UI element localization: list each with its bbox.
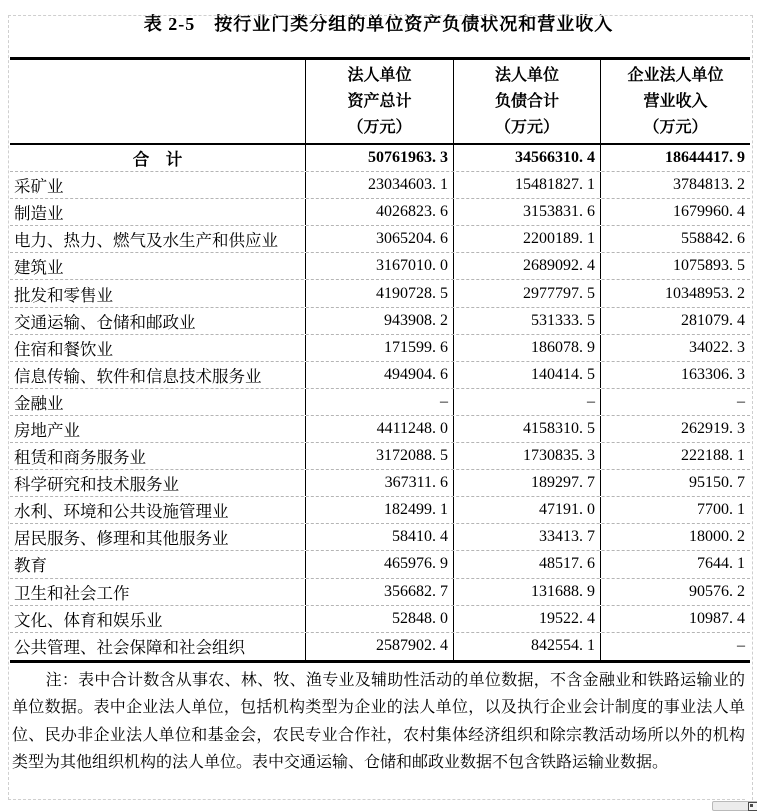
row-label: 金融业 <box>14 393 64 413</box>
row-value: 58410. 4 <box>305 524 453 550</box>
header-liabilities-column <box>453 60 600 143</box>
row-value: 2689092. 4 <box>453 253 600 279</box>
table-row <box>10 335 750 362</box>
header-line: （万元） <box>494 118 559 136</box>
row-label: 信息传输、软件和信息技术服务业 <box>14 366 262 386</box>
header-revenue-column <box>600 60 750 143</box>
row-value: 531333. 5 <box>453 308 600 334</box>
row-value: 494904. 6 <box>305 362 453 388</box>
row-label: 制造业 <box>14 204 64 224</box>
row-value: – <box>600 389 750 415</box>
table-row <box>10 172 750 199</box>
row-label: 卫生和社会工作 <box>14 583 130 603</box>
row-label: 教育 <box>14 556 47 576</box>
table-row-total <box>10 145 750 172</box>
table-row <box>10 416 750 443</box>
page-boundary-line <box>8 799 745 800</box>
resize-handle-icon[interactable] <box>748 802 757 811</box>
row-value: 356682. 7 <box>305 579 453 605</box>
row-value: 367311. 6 <box>305 470 453 496</box>
row-value: 50761963. 3 <box>305 145 453 171</box>
header-line: （万元） <box>643 118 708 136</box>
header-line: （万元） <box>347 118 412 136</box>
row-value: 943908. 2 <box>305 308 453 334</box>
row-value: 1679960. 4 <box>600 199 750 225</box>
header-line: 负债合计 <box>494 92 559 110</box>
table-note: 注：表中合计数含从事农、林、牧、渔专业及辅助性活动的单位数据，不含金融业和铁路运输业的单位数据。表中企业法人单位，包括机构类型为企业的法人单位，以及执行企业会计制度的事业法人单位、民办非企业法人单位和基金会，农民专业合作社，农村集体经济组织和除宗教活动场所以外的机构类型为其他组织机构的法人单位。表中交通运输、仓储和邮政业数据不包含铁路运输业数据。 <box>12 671 745 772</box>
row-value: 2200189. 1 <box>453 226 600 252</box>
row-label: 科学研究和技术服务业 <box>14 475 179 495</box>
row-label: 房地产业 <box>14 420 80 440</box>
row-value: 189297. 7 <box>453 470 600 496</box>
data-table <box>10 57 750 663</box>
row-value: 3153831. 6 <box>453 199 600 225</box>
row-value: 3784813. 2 <box>600 172 750 198</box>
row-value: 34566310. 4 <box>453 145 600 171</box>
row-value: 4158310. 5 <box>453 416 600 442</box>
row-value: 95150. 7 <box>600 470 750 496</box>
table-row <box>10 253 750 280</box>
row-value: 3167010. 0 <box>305 253 453 279</box>
row-label: 建筑业 <box>14 258 64 278</box>
table-row <box>10 633 750 660</box>
row-value: 48517. 6 <box>453 551 600 577</box>
row-value: – <box>453 389 600 415</box>
row-value: 171599. 6 <box>305 335 453 361</box>
row-value: 186078. 9 <box>453 335 600 361</box>
row-value: 2587902. 4 <box>305 633 453 660</box>
table-row <box>10 443 750 470</box>
row-label: 居民服务、修理和其他服务业 <box>14 529 229 549</box>
header-line: 法人单位 <box>494 66 559 84</box>
row-value: 33413. 7 <box>453 524 600 550</box>
table-row <box>10 280 750 307</box>
header-line: 营业收入 <box>643 92 708 110</box>
row-label: 文化、体育和娱乐业 <box>14 610 163 630</box>
table-row <box>10 199 750 226</box>
table-row <box>10 551 750 578</box>
row-label: 电力、热力、燃气及水生产和供应业 <box>14 231 278 251</box>
row-value: 23034603. 1 <box>305 172 453 198</box>
row-value: 465976. 9 <box>305 551 453 577</box>
row-label: 租赁和商务服务业 <box>14 448 146 468</box>
row-label: 住宿和餐饮业 <box>14 339 113 359</box>
row-value: – <box>600 633 750 660</box>
row-value: 2977797. 5 <box>453 280 600 306</box>
document-page <box>0 12 757 810</box>
row-label: 水利、环境和公共设施管理业 <box>14 502 229 522</box>
row-value: 10348953. 2 <box>600 280 750 306</box>
header-line: 资产总计 <box>347 92 412 110</box>
row-value: 131688. 9 <box>453 579 600 605</box>
table-body <box>10 145 750 660</box>
row-value: 18644417. 9 <box>600 145 750 171</box>
table-row <box>10 579 750 606</box>
header-line: 企业法人单位 <box>627 66 724 84</box>
row-value: 47191. 0 <box>453 497 600 523</box>
table-row <box>10 362 750 389</box>
row-value: 90576. 2 <box>600 579 750 605</box>
table-row <box>10 606 750 633</box>
row-label: 公共管理、社会保障和社会组织 <box>14 638 245 658</box>
row-value: 1730835. 3 <box>453 443 600 469</box>
row-value: 4190728. 5 <box>305 280 453 306</box>
row-label: 合 计 <box>132 150 183 170</box>
row-value: 15481827. 1 <box>453 172 600 198</box>
row-value: 52848. 0 <box>305 606 453 632</box>
row-value: 34022. 3 <box>600 335 750 361</box>
table-title: 表 2-5 按行业门类分组的单位资产负债状况和营业收入 <box>143 14 614 34</box>
row-value: 558842. 6 <box>600 226 750 252</box>
header-line: 法人单位 <box>347 66 412 84</box>
row-label: 批发和零售业 <box>14 285 113 305</box>
row-value: 140414. 5 <box>453 362 600 388</box>
row-value: 19522. 4 <box>453 606 600 632</box>
row-value: 262919. 3 <box>600 416 750 442</box>
row-value: 7700. 1 <box>600 497 750 523</box>
row-value: 18000. 2 <box>600 524 750 550</box>
row-value: 182499. 1 <box>305 497 453 523</box>
row-value: 4411248. 0 <box>305 416 453 442</box>
row-value: 1075893. 5 <box>600 253 750 279</box>
row-value: 3172088. 5 <box>305 443 453 469</box>
row-value: 7644. 1 <box>600 551 750 577</box>
row-label: 交通运输、仓储和邮政业 <box>14 312 196 332</box>
table-row <box>10 308 750 335</box>
row-value: 281079. 4 <box>600 308 750 334</box>
header-stub-cell <box>10 60 305 143</box>
table-row <box>10 389 750 416</box>
header-assets-column <box>305 60 453 143</box>
table-row <box>10 470 750 497</box>
row-value: 3065204. 6 <box>305 226 453 252</box>
row-value: – <box>305 389 453 415</box>
table-row <box>10 497 750 524</box>
table-row <box>10 524 750 551</box>
row-value: 842554. 1 <box>453 633 600 660</box>
row-value: 10987. 4 <box>600 606 750 632</box>
row-value: 163306. 3 <box>600 362 750 388</box>
table-row <box>10 226 750 253</box>
table-header-row <box>10 60 750 145</box>
row-value: 222188. 1 <box>600 443 750 469</box>
row-label: 采矿业 <box>14 177 64 197</box>
row-value: 4026823. 6 <box>305 199 453 225</box>
